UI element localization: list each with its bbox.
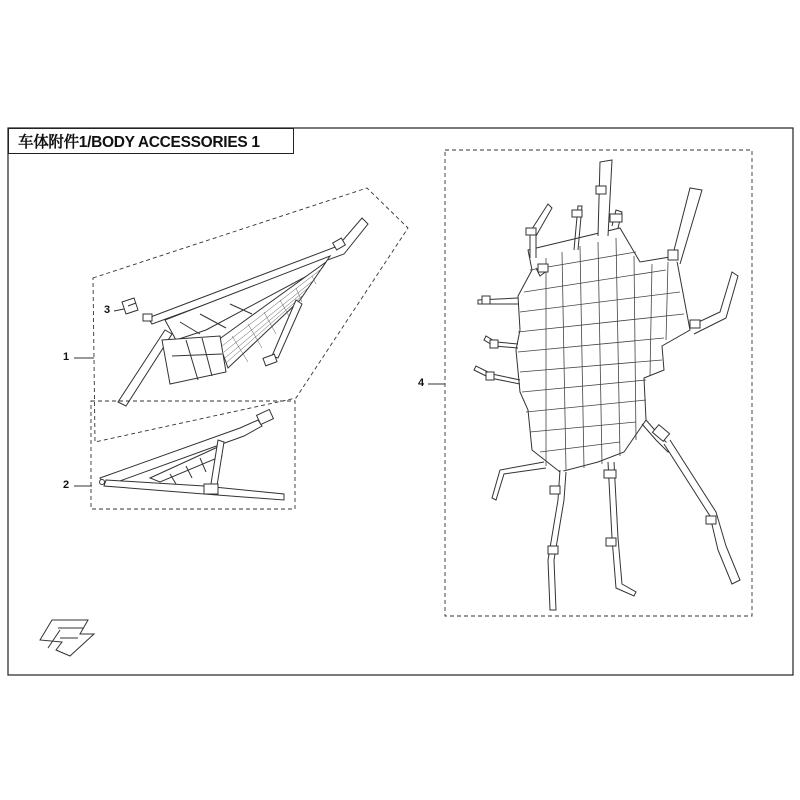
page-title: 车体附件1/BODY ACCESSORIES 1 xyxy=(18,134,260,151)
callout-3: 3 xyxy=(104,304,111,316)
title-box xyxy=(8,128,294,154)
part-1-side-net xyxy=(118,218,368,406)
callout-2: 2 xyxy=(63,479,70,491)
part-2-strap-assembly xyxy=(100,410,285,500)
part-3-clip xyxy=(122,298,138,314)
front-direction-arrow-icon xyxy=(40,620,94,656)
part-4-cargo-net xyxy=(474,160,740,610)
callout-1: 1 xyxy=(63,351,70,363)
callout-4: 4 xyxy=(418,377,425,389)
